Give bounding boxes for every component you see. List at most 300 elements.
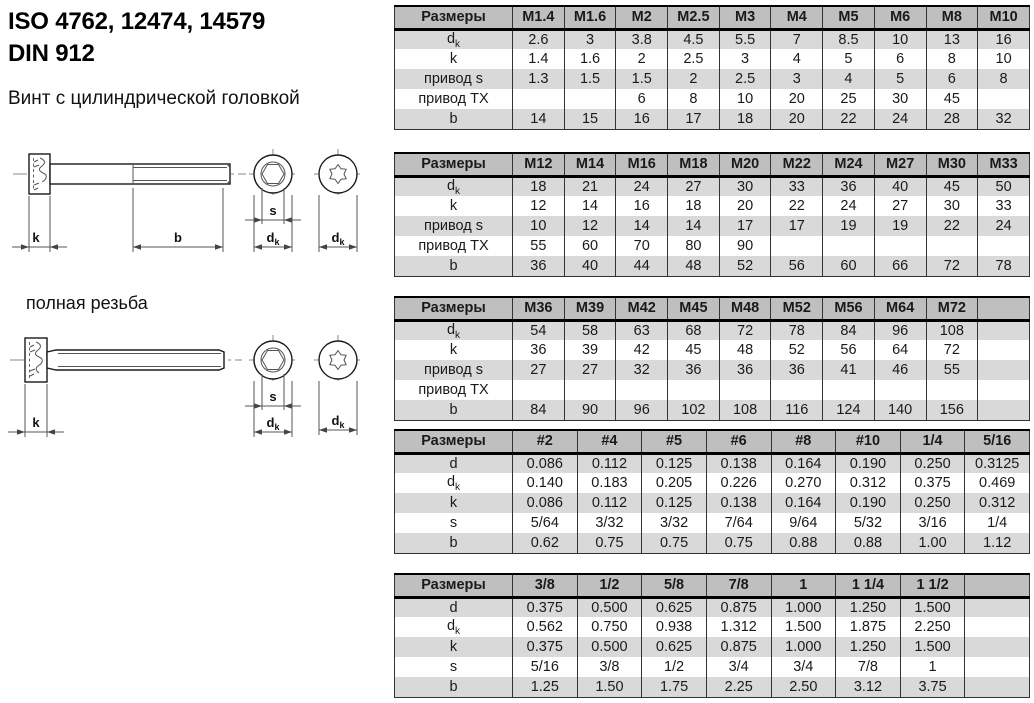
value-cell: 5 [823,49,875,69]
value-cell: 56 [823,340,875,360]
dimension-s-label: s [269,203,277,218]
value-cell: 70 [616,236,668,256]
value-cell: 8 [668,89,720,109]
value-cell: 1.312 [706,617,771,637]
value-cell [564,380,616,400]
dimension-dk-arrow-left [254,429,262,435]
value-cell: 3/4 [706,657,771,677]
value-cell: 14 [668,216,720,236]
value-cell: 7 [771,29,823,49]
value-cell: 124 [823,400,875,420]
value-cell: 0.086 [513,453,578,473]
dimension-s-arrow-right [284,403,292,409]
table-header [395,153,1030,176]
dimension-dk-arrow-left [254,244,262,250]
column-header: M48 [719,297,771,320]
dimension-s-arrow-left [254,403,262,409]
value-cell: 18 [513,176,565,196]
value-cell: 36 [771,360,823,380]
table-body [395,453,1030,553]
row-label: s [395,513,513,533]
value-cell: 0.938 [642,617,707,637]
value-cell: 20 [771,89,823,109]
value-cell: 0.250 [900,453,965,473]
column-header: 7/8 [706,574,771,597]
value-cell: 12 [513,196,565,216]
column-header: M72 [926,297,978,320]
value-cell: 78 [771,320,823,340]
dimension-dk2-arrow-left [319,427,327,433]
header-row [395,574,1030,597]
row-label: привод TX [395,89,513,109]
value-cell: 36 [513,256,565,276]
value-cell: 5/32 [836,513,901,533]
value-cell [978,380,1030,400]
dimension-dk-arrow-right [284,429,292,435]
value-cell [564,89,616,109]
column-header: M16 [616,153,668,176]
column-header: #5 [642,430,707,453]
value-cell: 12 [564,216,616,236]
value-cell: 64 [874,340,926,360]
row-label: $d_k$ [395,617,513,637]
value-cell: 17 [771,216,823,236]
torx-view-outer-circle [319,155,357,193]
value-cell: 1.250 [836,637,901,657]
value-cell [965,677,1030,697]
table-row [395,109,1030,129]
dimension-s-arrow-left [254,217,262,223]
value-cell: 54 [513,320,565,340]
value-cell: 8 [978,69,1030,89]
screw-drawing-partial-thread [0,140,390,266]
column-header: M5 [823,6,875,29]
column-header: M52 [771,297,823,320]
value-cell: 80 [668,236,720,256]
table-row [395,360,1030,380]
value-cell: 4 [771,49,823,69]
value-cell: 0.164 [771,453,836,473]
value-cell [965,637,1030,657]
value-cell: 33 [978,196,1030,216]
value-cell: 55 [513,236,565,256]
imperial-table-3_8-1_1_2 [394,573,1030,698]
value-cell: 0.138 [706,453,771,473]
value-cell: 0.164 [771,493,836,513]
column-header: M64 [874,297,926,320]
value-cell [771,236,823,256]
value-cell: 0.205 [642,473,707,493]
value-cell: 0.75 [577,533,642,553]
dimension-dk-arrow-right [284,244,292,250]
value-cell: 0.112 [577,493,642,513]
row-label: привод s [395,216,513,236]
row-label: k [395,196,513,216]
column-header: 1 1/2 [900,574,965,597]
value-cell: 1.000 [771,597,836,617]
value-cell: 24 [616,176,668,196]
value-cell: 5/64 [513,513,578,533]
value-cell: 1.4 [513,49,565,69]
table-row [395,597,1030,617]
table-row [395,453,1030,473]
row-label: k [395,49,513,69]
column-header: M2.5 [668,6,720,29]
column-header: #10 [836,430,901,453]
value-cell: 0.112 [577,453,642,473]
value-cell: 13 [926,29,978,49]
value-cell [874,236,926,256]
header-row [395,430,1030,453]
value-cell: 3/8 [577,657,642,677]
dimension-dk2-arrow-right [349,244,357,250]
value-cell [823,380,875,400]
column-header: 3/8 [513,574,578,597]
row-label: b [395,109,513,129]
header-row [395,297,1030,320]
column-header: M6 [874,6,926,29]
column-header: M1.4 [513,6,565,29]
value-cell: 0.086 [513,493,578,513]
column-header: #6 [706,430,771,453]
value-cell: 0.625 [642,637,707,657]
value-cell: 108 [719,400,771,420]
value-cell: 0.250 [900,493,965,513]
column-header: M39 [564,297,616,320]
column-header: M30 [926,153,978,176]
value-cell: 0.270 [771,473,836,493]
value-cell: 21 [564,176,616,196]
value-cell: 0.469 [965,473,1030,493]
table-header [395,297,1030,320]
value-cell: 19 [823,216,875,236]
value-cell: 72 [719,320,771,340]
value-cell: 0.3125 [965,453,1030,473]
dimension-dk2-label: $d_k$ [331,230,345,247]
value-cell: 10 [874,29,926,49]
dimension-b-label: b [174,230,182,245]
value-cell: 10 [978,49,1030,69]
value-cell: 63 [616,320,668,340]
value-cell: 14 [564,196,616,216]
value-cell: 2.5 [668,49,720,69]
value-cell: 27 [874,196,926,216]
value-cell: 3.75 [900,677,965,697]
column-header: 1 1/4 [836,574,901,597]
column-header: M8 [926,6,978,29]
table-row [395,236,1030,256]
value-cell: 1.50 [577,677,642,697]
value-cell: 0.312 [965,493,1030,513]
row-label: привод TX [395,236,513,256]
value-cell: 25 [823,89,875,109]
value-cell: 3/4 [771,657,836,677]
dimension-dk2-label: $d_k$ [331,413,345,430]
column-header: M45 [668,297,720,320]
column-header: M14 [564,153,616,176]
value-cell: 48 [668,256,720,276]
value-cell: 30 [926,196,978,216]
table-body [395,29,1030,129]
value-cell: 90 [564,400,616,420]
value-cell [926,380,978,400]
column-header: #8 [771,430,836,453]
table-row [395,533,1030,553]
value-cell: 140 [874,400,926,420]
column-header [978,297,1030,320]
row-label: d [395,597,513,617]
table-row [395,617,1030,637]
value-cell: 1.500 [900,637,965,657]
hex-view-outer-circle [254,341,292,379]
value-cell: 2.25 [706,677,771,697]
value-cell: 0.375 [900,473,965,493]
column-header: M33 [978,153,1030,176]
value-cell: 2 [668,69,720,89]
table-row [395,340,1030,360]
value-cell: 10 [513,216,565,236]
value-cell: 0.875 [706,597,771,617]
value-cell: 39 [564,340,616,360]
table-corner-header: Размеры [395,153,513,176]
value-cell [874,380,926,400]
value-cell: 56 [771,256,823,276]
page-title: ISO 4762, 12474, 14579 [8,8,266,35]
value-cell: 0.125 [642,453,707,473]
value-cell: 60 [823,256,875,276]
table-row [395,380,1030,400]
value-cell: 1.3 [513,69,565,89]
table-row [395,513,1030,533]
value-cell: 27 [564,360,616,380]
value-cell: 1.12 [965,533,1030,553]
value-cell: 17 [719,216,771,236]
value-cell [823,236,875,256]
value-cell: 0.375 [513,637,578,657]
column-header: 1/2 [577,574,642,597]
page-title-din: DIN 912 [8,40,95,67]
torx-view-outer-circle [319,341,357,379]
value-cell: 72 [926,256,978,276]
value-cell [513,380,565,400]
value-cell: 24 [874,109,926,129]
value-cell: 108 [926,320,978,340]
value-cell: 45 [668,340,720,360]
value-cell: 0.140 [513,473,578,493]
table-row [395,493,1030,513]
value-cell: 3/32 [642,513,707,533]
value-cell: 1.875 [836,617,901,637]
row-label: $d_k$ [395,176,513,196]
column-header: M36 [513,297,565,320]
value-cell: 72 [926,340,978,360]
value-cell: 4.5 [668,29,720,49]
value-cell [965,597,1030,617]
table-row [395,400,1030,420]
value-cell: 0.375 [513,597,578,617]
table-header [395,430,1030,453]
value-cell: 0.190 [836,453,901,473]
table-corner-header: Размеры [395,297,513,320]
value-cell: 7/64 [706,513,771,533]
value-cell: 66 [874,256,926,276]
value-cell: 24 [978,216,1030,236]
row-label: $d_k$ [395,473,513,493]
value-cell: 1/4 [965,513,1030,533]
metric-table-m1_4-m10 [394,5,1030,130]
value-cell: 0.190 [836,493,901,513]
column-header: M56 [823,297,875,320]
header-row [395,153,1030,176]
hex-view-outer-circle [254,155,292,193]
value-cell: 32 [978,109,1030,129]
value-cell: 41 [823,360,875,380]
row-label: b [395,256,513,276]
row-label: s [395,657,513,677]
value-cell: 0.125 [642,493,707,513]
value-cell: 40 [564,256,616,276]
value-cell: 14 [616,216,668,236]
value-cell: 2.6 [513,29,565,49]
screw-head [25,338,47,382]
value-cell: 96 [874,320,926,340]
value-cell: 16 [978,29,1030,49]
dimension-k-label: k [32,415,40,430]
column-header: M12 [513,153,565,176]
row-label: привод s [395,69,513,89]
value-cell: 45 [926,176,978,196]
value-cell: 68 [668,320,720,340]
row-label-subscript: k [455,481,461,493]
column-header: M3 [719,6,771,29]
table-row [395,637,1030,657]
column-header: #4 [577,430,642,453]
value-cell: 19 [874,216,926,236]
value-cell: 18 [719,109,771,129]
column-header: M42 [616,297,668,320]
value-cell: 78 [978,256,1030,276]
value-cell: 3 [719,49,771,69]
value-cell: 48 [719,340,771,360]
value-cell [616,380,668,400]
value-cell [965,657,1030,677]
value-cell: 0.75 [706,533,771,553]
row-label: $d_k$ [395,29,513,49]
value-cell: 6 [926,69,978,89]
column-header: 5/16 [965,430,1030,453]
row-label: привод TX [395,380,513,400]
column-header: M24 [823,153,875,176]
value-cell: 27 [668,176,720,196]
value-cell: 5.5 [719,29,771,49]
row-label-subscript: k [455,38,461,50]
value-cell: 1.5 [564,69,616,89]
column-header: M27 [874,153,926,176]
table-row [395,677,1030,697]
title-block [8,6,265,70]
column-header: M4 [771,6,823,29]
value-cell: 30 [874,89,926,109]
value-cell: 45 [926,89,978,109]
column-header: 5/8 [642,574,707,597]
value-cell: 44 [616,256,668,276]
value-cell: 36 [719,360,771,380]
value-cell: 84 [513,400,565,420]
table-row [395,89,1030,109]
value-cell [668,380,720,400]
column-header: M1.6 [564,6,616,29]
dimension-b-arrow-left [133,244,141,250]
value-cell: 1.000 [771,637,836,657]
value-cell: 0.500 [577,597,642,617]
value-cell [978,360,1030,380]
value-cell: 3/16 [900,513,965,533]
column-header: M20 [719,153,771,176]
value-cell: 52 [771,340,823,360]
row-label: b [395,533,513,553]
dimension-k-arrow-right [47,429,55,435]
value-cell: 6 [616,89,668,109]
row-label-subscript: k [455,625,461,637]
value-cell: 60 [564,236,616,256]
column-header: M2 [616,6,668,29]
table-row [395,196,1030,216]
value-cell: 0.750 [577,617,642,637]
value-cell: 3 [564,29,616,49]
value-cell: 0.875 [706,637,771,657]
dimension-dk-label: $d_k$ [266,415,280,432]
row-label-subscript: k [455,185,461,197]
value-cell: 96 [616,400,668,420]
value-cell: 0.562 [513,617,578,637]
value-cell: 28 [926,109,978,129]
table-row [395,320,1030,340]
value-cell: 0.62 [513,533,578,553]
value-cell: 156 [926,400,978,420]
value-cell [978,400,1030,420]
value-cell: 3 [771,69,823,89]
row-label: k [395,340,513,360]
screw-drawing-full-thread [0,322,390,482]
metric-table-m12-m33 [394,152,1030,277]
value-cell: 6 [874,49,926,69]
table-row [395,216,1030,236]
column-header: M10 [978,6,1030,29]
value-cell: 1.75 [642,677,707,697]
value-cell: 4 [823,69,875,89]
value-cell: 5 [874,69,926,89]
value-cell: 0.138 [706,493,771,513]
column-header: 1/4 [900,430,965,453]
value-cell: 55 [926,360,978,380]
value-cell: 90 [719,236,771,256]
value-cell: 17 [668,109,720,129]
value-cell: 18 [668,196,720,216]
table-row [395,473,1030,493]
table-corner-header: Размеры [395,430,513,453]
value-cell: 14 [513,109,565,129]
dimension-k-arrow-left [17,429,25,435]
imperial-table-no2-5_16 [394,429,1030,554]
value-cell: 30 [719,176,771,196]
value-cell: 1.500 [900,597,965,617]
value-cell: 15 [564,109,616,129]
row-label: k [395,493,513,513]
value-cell [771,380,823,400]
value-cell: 32 [616,360,668,380]
value-cell [719,380,771,400]
column-header [965,574,1030,597]
